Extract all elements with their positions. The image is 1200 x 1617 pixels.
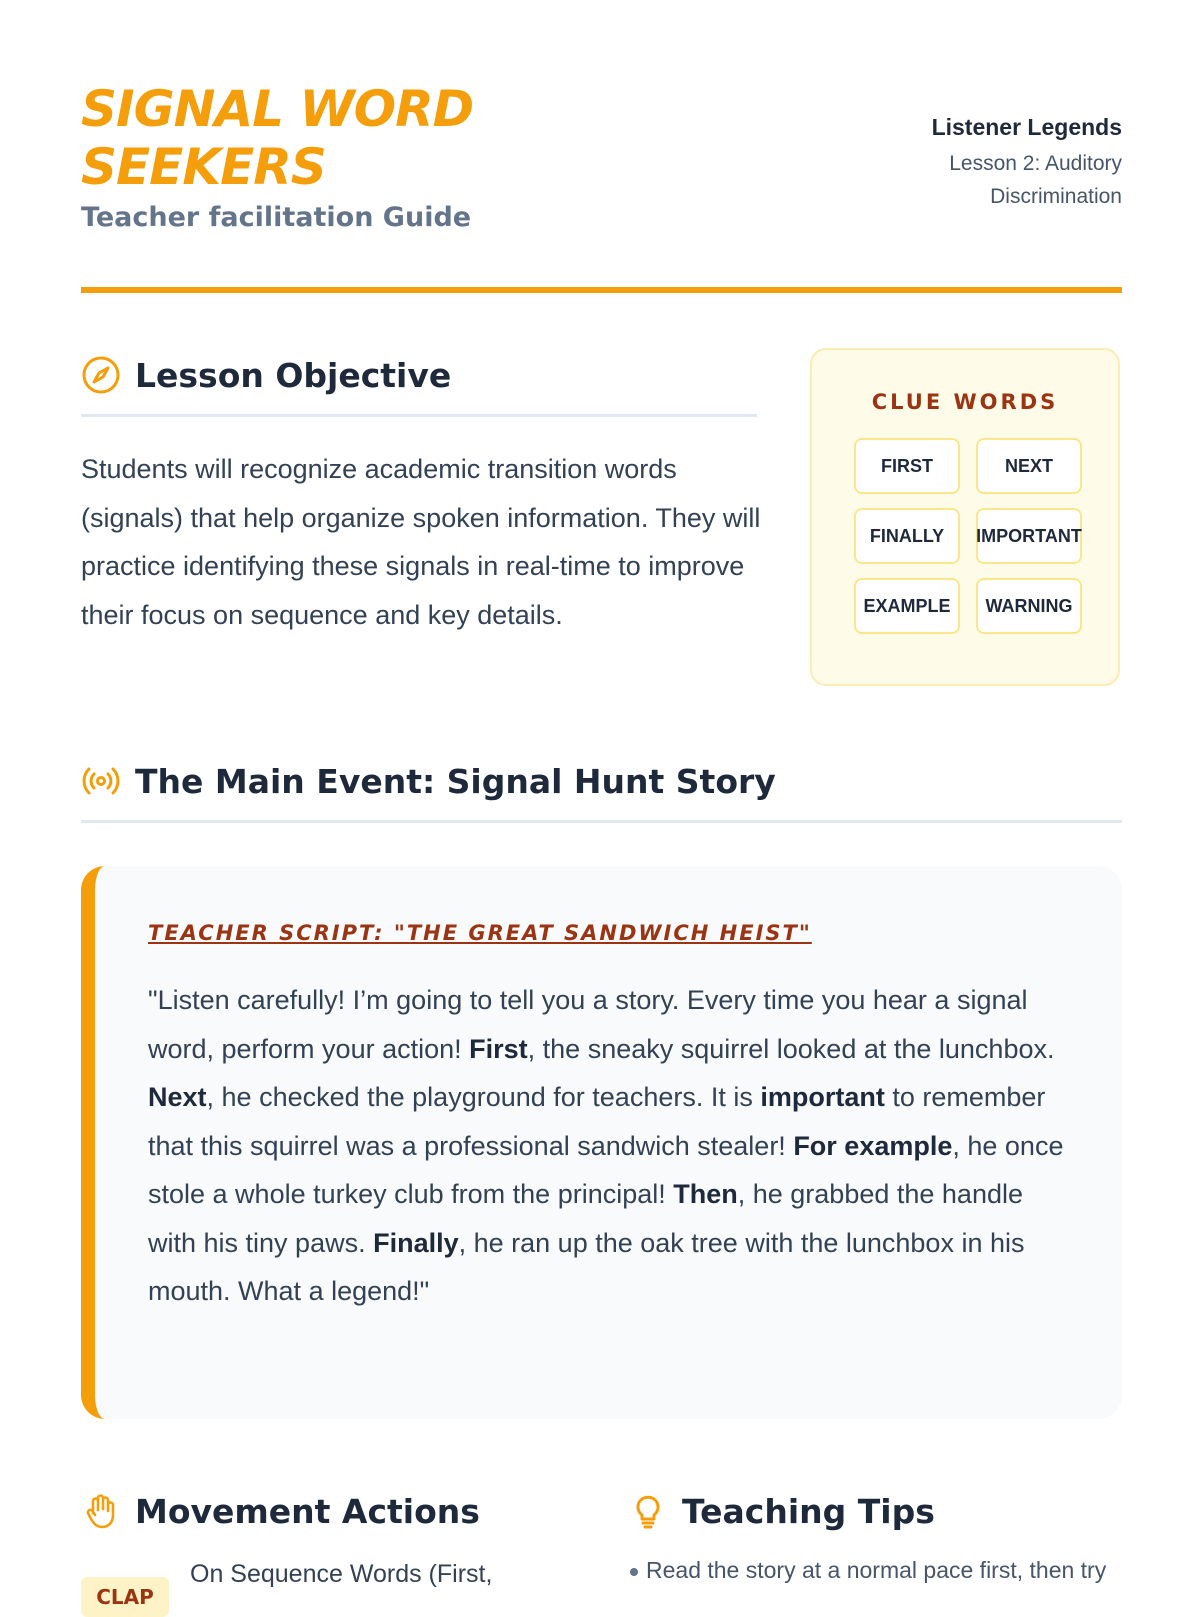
objective-heading bbox=[81, 355, 451, 395]
signal-word: Finally bbox=[373, 1227, 459, 1258]
clue-word-chip: NEXT bbox=[976, 438, 1082, 494]
script-segment: , he once stole a whole turkey club from the principal! bbox=[148, 1130, 1064, 1209]
signal-word: First bbox=[469, 1033, 528, 1064]
tip-text: Read the story at a normal pace first, then try bbox=[646, 1557, 1107, 1583]
title-line-2: SEEKERS bbox=[81, 138, 326, 196]
script-segment: , he checked the playground for teachers. It is bbox=[206, 1082, 761, 1112]
subtitle: Teacher facilitation Guide bbox=[81, 202, 472, 233]
signal-word: Then bbox=[673, 1179, 738, 1209]
clue-word-chip: IMPORTANT bbox=[976, 508, 1082, 564]
script-segment: , the sneaky squirrel looked at the lunchbox. bbox=[527, 1033, 1055, 1064]
objective-text: Students will recognize academic transition words (signals) that help organize spoken information. They will practice identifying these signals in real-time to improve their focus on sequence and key details. bbox=[81, 454, 761, 630]
clue-word-chip: WARNING bbox=[976, 578, 1082, 634]
broadcast-icon bbox=[81, 761, 121, 801]
lesson-name: Lesson 2: Auditory Discrimination bbox=[949, 152, 1122, 208]
clue-words-box bbox=[810, 348, 1120, 686]
clue-word-chip: EXAMPLE bbox=[854, 578, 960, 634]
signal-word: For example bbox=[793, 1130, 953, 1161]
script-segment: , he grabbed the handle with his tiny paws. bbox=[148, 1179, 1023, 1258]
tips-title: Teaching Tips bbox=[682, 1491, 935, 1531]
script-segment: to remember that this squirrel was a professional sandwich stealer! bbox=[148, 1082, 1046, 1161]
main-event-title: The Main Event: Signal Hunt Story bbox=[135, 761, 776, 801]
header-divider bbox=[81, 287, 1122, 293]
signal-word: Next bbox=[148, 1082, 207, 1112]
script-title: TEACHER SCRIPT: "THE GREAT SANDWICH HEIST" bbox=[148, 921, 812, 945]
clue-words-title: CLUE WORDS bbox=[871, 390, 1059, 414]
compass-icon bbox=[81, 355, 121, 395]
script-text bbox=[148, 976, 1078, 1316]
objective-divider bbox=[81, 414, 757, 417]
lightbulb-icon bbox=[628, 1491, 668, 1531]
action-description: On Sequence Words (First, bbox=[190, 1560, 493, 1588]
header bbox=[81, 80, 1122, 295]
main-event-divider bbox=[81, 820, 1122, 823]
main-event-heading bbox=[81, 761, 776, 801]
lesson-meta bbox=[902, 114, 1122, 213]
signal-word: important bbox=[760, 1082, 885, 1112]
bullet-icon bbox=[630, 1568, 638, 1576]
objective-title: Lesson Objective bbox=[135, 355, 452, 395]
title-line-1: SIGNAL WORD bbox=[81, 80, 474, 138]
script-segment: "Listen carefully! I’m going to tell you a story. Every time you hear a signal word, perform your action! bbox=[148, 985, 1028, 1064]
teacher-script-card bbox=[81, 866, 1122, 1419]
movement-heading bbox=[81, 1491, 480, 1531]
tips-heading bbox=[628, 1491, 935, 1531]
clap-badge: CLAP bbox=[81, 1577, 169, 1617]
hand-icon bbox=[81, 1491, 121, 1531]
tip-item bbox=[630, 1557, 1106, 1584]
movement-title: Movement Actions bbox=[135, 1491, 480, 1531]
script-segment: , he ran up the oak tree with the lunchbox in his mouth. What a legend!" bbox=[148, 1227, 1025, 1306]
clue-word-chip: FINALLY bbox=[854, 508, 960, 564]
clue-word-chip: FIRST bbox=[854, 438, 960, 494]
series-name: Listener Legends bbox=[931, 114, 1122, 140]
